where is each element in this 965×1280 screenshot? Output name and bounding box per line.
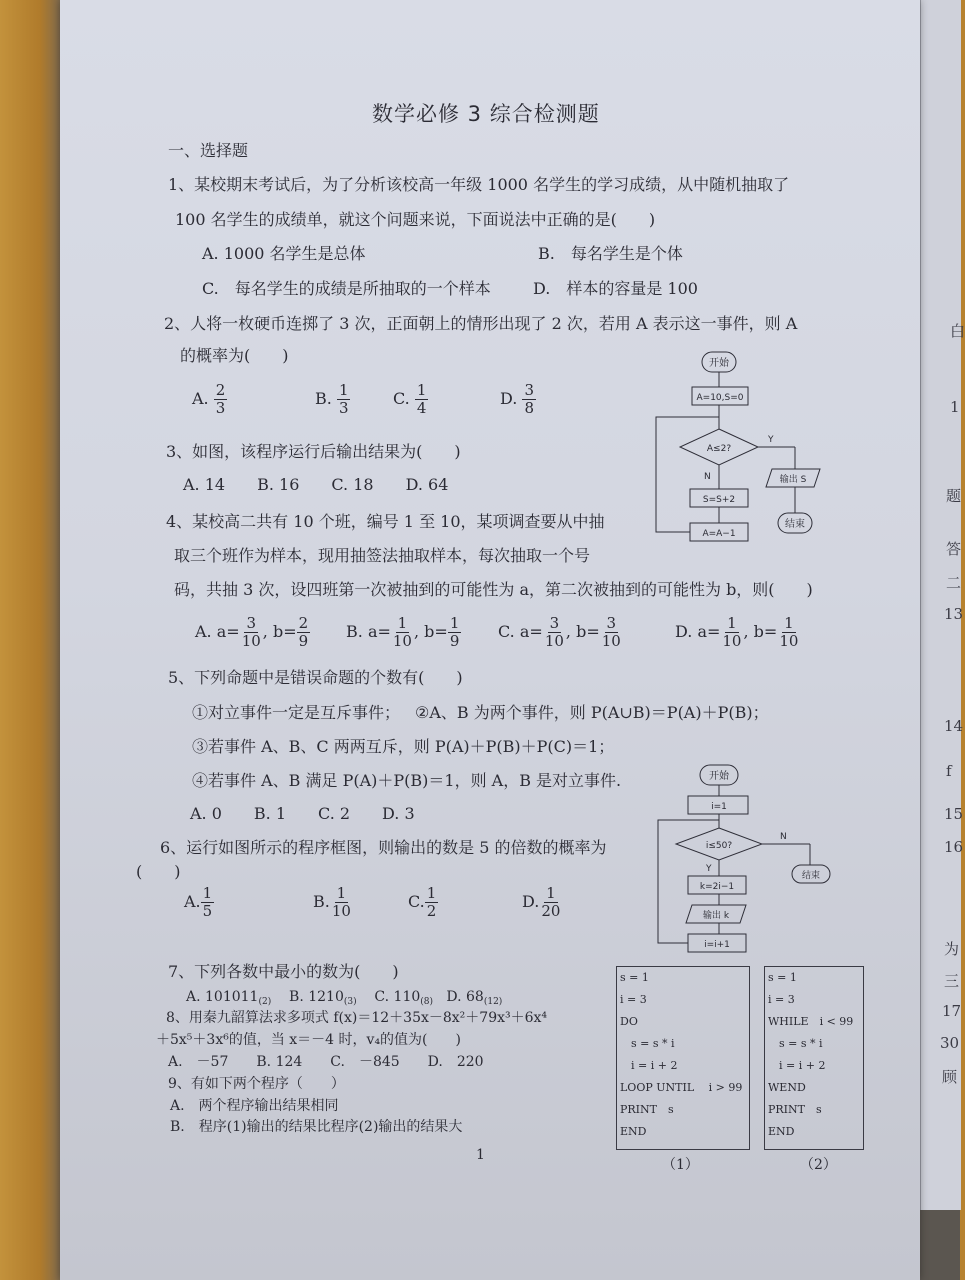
page-number: 1 (476, 1147, 485, 1163)
fc1-cond-label: A≤2? (706, 444, 732, 454)
flowchart-1 (650, 345, 840, 555)
fc1-no-label: N (704, 472, 711, 482)
q5-statement-1: ①对立事件一定是互斥事件； (192, 703, 401, 722)
q4-option-d: D. a= $\frac{1}{10}$ , b= $\frac{1}{10}$ (675, 614, 799, 650)
flowchart-2 (650, 760, 850, 960)
q8-line2: ＋5x⁵＋3x⁶的值，当 x＝－4 时，v₄的值为( ) (156, 1032, 461, 1048)
edge-text: 1 (950, 398, 960, 416)
fc1-start-label: 开始 (709, 358, 729, 369)
fc1-yes-label: Y (768, 435, 774, 445)
q2-option-c: C. $\frac{1}{4}$ (393, 381, 427, 417)
program-2-line: PRINT s (768, 1103, 822, 1116)
program-2-line: i = i + 2 (768, 1059, 826, 1072)
q4-line2: 取三个班作为样本，现用抽签法抽取样本，每次抽取一个号 (174, 546, 591, 565)
q1-option-b: B. 每名学生是个体 (538, 244, 683, 263)
fc2-calc-label: k=2i−1 (699, 882, 735, 892)
q4-option-b: B. a= $\frac{1}{10}$ , b= $\frac{1}{9}$ (346, 614, 460, 650)
q1-option-c: C. 每名学生的成绩是所抽取的一个样本 (202, 279, 491, 298)
edge-text: 14 (944, 717, 964, 735)
program-2-line: END (768, 1125, 795, 1138)
edge-text: 为 (944, 940, 960, 958)
edge-text: 答 (946, 540, 962, 558)
edge-text: 二 (946, 574, 962, 592)
edge-text: 顾 (942, 1068, 958, 1086)
q9-line1: 9、有如下两个程序（ ） (168, 1076, 345, 1092)
fc1-end-label: 结束 (785, 519, 805, 530)
program-1-line: PRINT s (620, 1103, 674, 1116)
q6-line2: ( ) (136, 862, 181, 881)
program-2-box (764, 966, 864, 1150)
fc2-init-label: i=1 (711, 802, 727, 812)
q6-option-c: C. $\frac{1}{2}$ (408, 884, 437, 920)
fc1-upd1-label: S=S+2 (702, 495, 736, 505)
q9-option-b: B. 程序(1)输出的结果比程序(2)输出的结果大 (170, 1119, 463, 1135)
q6-line1: 6、运行如图所示的程序框图，则输出的数是 5 的倍数的概率为 (160, 838, 607, 857)
program-2-line: WHILE i < 99 (768, 1015, 854, 1028)
program-1-caption: （1） (662, 1157, 699, 1173)
fc2-yes-label: Y (706, 864, 712, 874)
q1-option-a: A. 1000 名学生是总体 (202, 244, 366, 263)
q1-line2: 100 名学生的成绩单，就这个问题来说，下面说法中正确的是( ) (175, 210, 656, 229)
fc2-no-label: N (780, 832, 787, 842)
program-2-line: WEND (768, 1081, 806, 1094)
edge-text: 三 (944, 972, 960, 990)
q4-option-c: C. a= $\frac{3}{10}$ , b= $\frac{3}{10}$ (498, 614, 621, 650)
edge-text: f (946, 762, 952, 780)
program-2-line: s = s * i (768, 1037, 823, 1050)
edge-text: 白 (950, 322, 965, 340)
q6-option-a: A. $\frac{1}{5}$ (184, 884, 213, 920)
q5-statement-3: ③若事件 A、B、C 两两互斥，则 P(A)＋P(B)＋P(C)＝1； (192, 737, 615, 756)
q2-line1: 2、人将一枚硬币连掷了 3 次，正面朝上的情形出现了 2 次，若用 A 表示这一事件，则 A (164, 314, 798, 333)
q5-options: A. 0 B. 1 C. 2 D. 3 (190, 804, 415, 823)
q2-option-a: A. $\frac{2}{3}$ (192, 381, 226, 417)
edge-text: 15 (944, 805, 964, 823)
edge-text: 13 (944, 605, 964, 623)
program-1-line: i = 3 (620, 993, 647, 1006)
q2-option-d: D. $\frac{3}{8}$ (500, 381, 534, 417)
edge-text: 16 (944, 838, 964, 856)
program-1-line: s = s * i (620, 1037, 675, 1050)
program-1-line: s = 1 (620, 971, 649, 984)
program-1-line: END (620, 1125, 647, 1138)
program-1-box (616, 966, 750, 1150)
q4-line1: 4、某校高二共有 10 个班，编号 1 至 10，某项调查要从中抽 (166, 512, 605, 531)
program-2-caption: （2） (800, 1157, 837, 1173)
q4-line3: 码，共抽 3 次，设四班第一次被抽到的可能性为 a，第二次被抽到的可能性为 b，则( ) (174, 580, 813, 599)
fc2-inc-label: i=i+1 (704, 940, 730, 950)
fc1-init-label: A=10,S=0 (696, 393, 744, 403)
page-title: 数学必修 3 综合检测题 (372, 102, 600, 126)
q1-option-d: D. 样本的容量是 100 (533, 279, 698, 298)
q4-option-a: A. a= $\frac{3}{10}$ , b= $\frac{2}{9}$ (195, 614, 309, 650)
q5-statement-4: ④若事件 A、B 满足 P(A)＋P(B)＝1，则 A，B 是对立事件. (192, 771, 622, 790)
q5-line1: 5、下列命题中是错误命题的个数有( ) (168, 668, 463, 687)
fc2-end-label: 结束 (801, 871, 821, 881)
q7-options: A. $101011_{(2)}$ B. $1210_{(3)}$ C. $110_{(8)}$ D. $68_{(12)}$ (186, 989, 503, 1007)
edge-text: 题 (946, 487, 962, 505)
q7-line1: 7、下列各数中最小的数为( ) (168, 962, 399, 981)
q5-statement-2: ②A、B 为两个事件，则 P(A∪B)＝P(A)＋P(B)； (415, 703, 769, 722)
q8-options: A. －57 B. 124 C. －845 D. 220 (168, 1054, 484, 1070)
section-heading: 一、选择题 (168, 141, 249, 160)
program-1-line: LOOP UNTIL i > 99 (620, 1081, 743, 1094)
fc2-start-label: 开始 (709, 771, 729, 782)
q3-line1: 3、如图，该程序运行后输出结果为( ) (166, 442, 461, 461)
edge-text: 30 (940, 1034, 960, 1052)
q8-line1: 8、用秦九韶算法求多项式 f(x)＝12＋35x－8x²＋79x³＋6x⁴ (166, 1010, 548, 1026)
q9-option-a: A. 两个程序输出结果相同 (170, 1098, 339, 1114)
fc2-output-label: 输出 k (702, 911, 730, 921)
program-2-line: i = 3 (768, 993, 795, 1006)
fc2-cond-label: i≤50? (705, 841, 733, 851)
q1-line1: 1、某校期末考试后，为了分析该校高一年级 1000 名学生的学习成绩，从中随机抽取了 (168, 175, 790, 194)
q6-option-d: D. $\frac{1}{20}$ (522, 884, 561, 920)
q3-options: A. 14 B. 16 C. 18 D. 64 (183, 475, 449, 494)
q2-line2: 的概率为( ) (180, 346, 289, 365)
program-1-line: DO (620, 1015, 638, 1028)
program-1-line: i = i + 2 (620, 1059, 678, 1072)
q2-option-b: B. $\frac{1}{3}$ (315, 381, 349, 417)
fc1-upd2-label: A=A−1 (702, 529, 736, 539)
program-2-line: s = 1 (768, 971, 797, 984)
edge-text: 17 (942, 1002, 962, 1020)
fc1-output-label: 输出 S (779, 475, 807, 485)
q6-option-b: B. $\frac{1}{10}$ (313, 884, 351, 920)
